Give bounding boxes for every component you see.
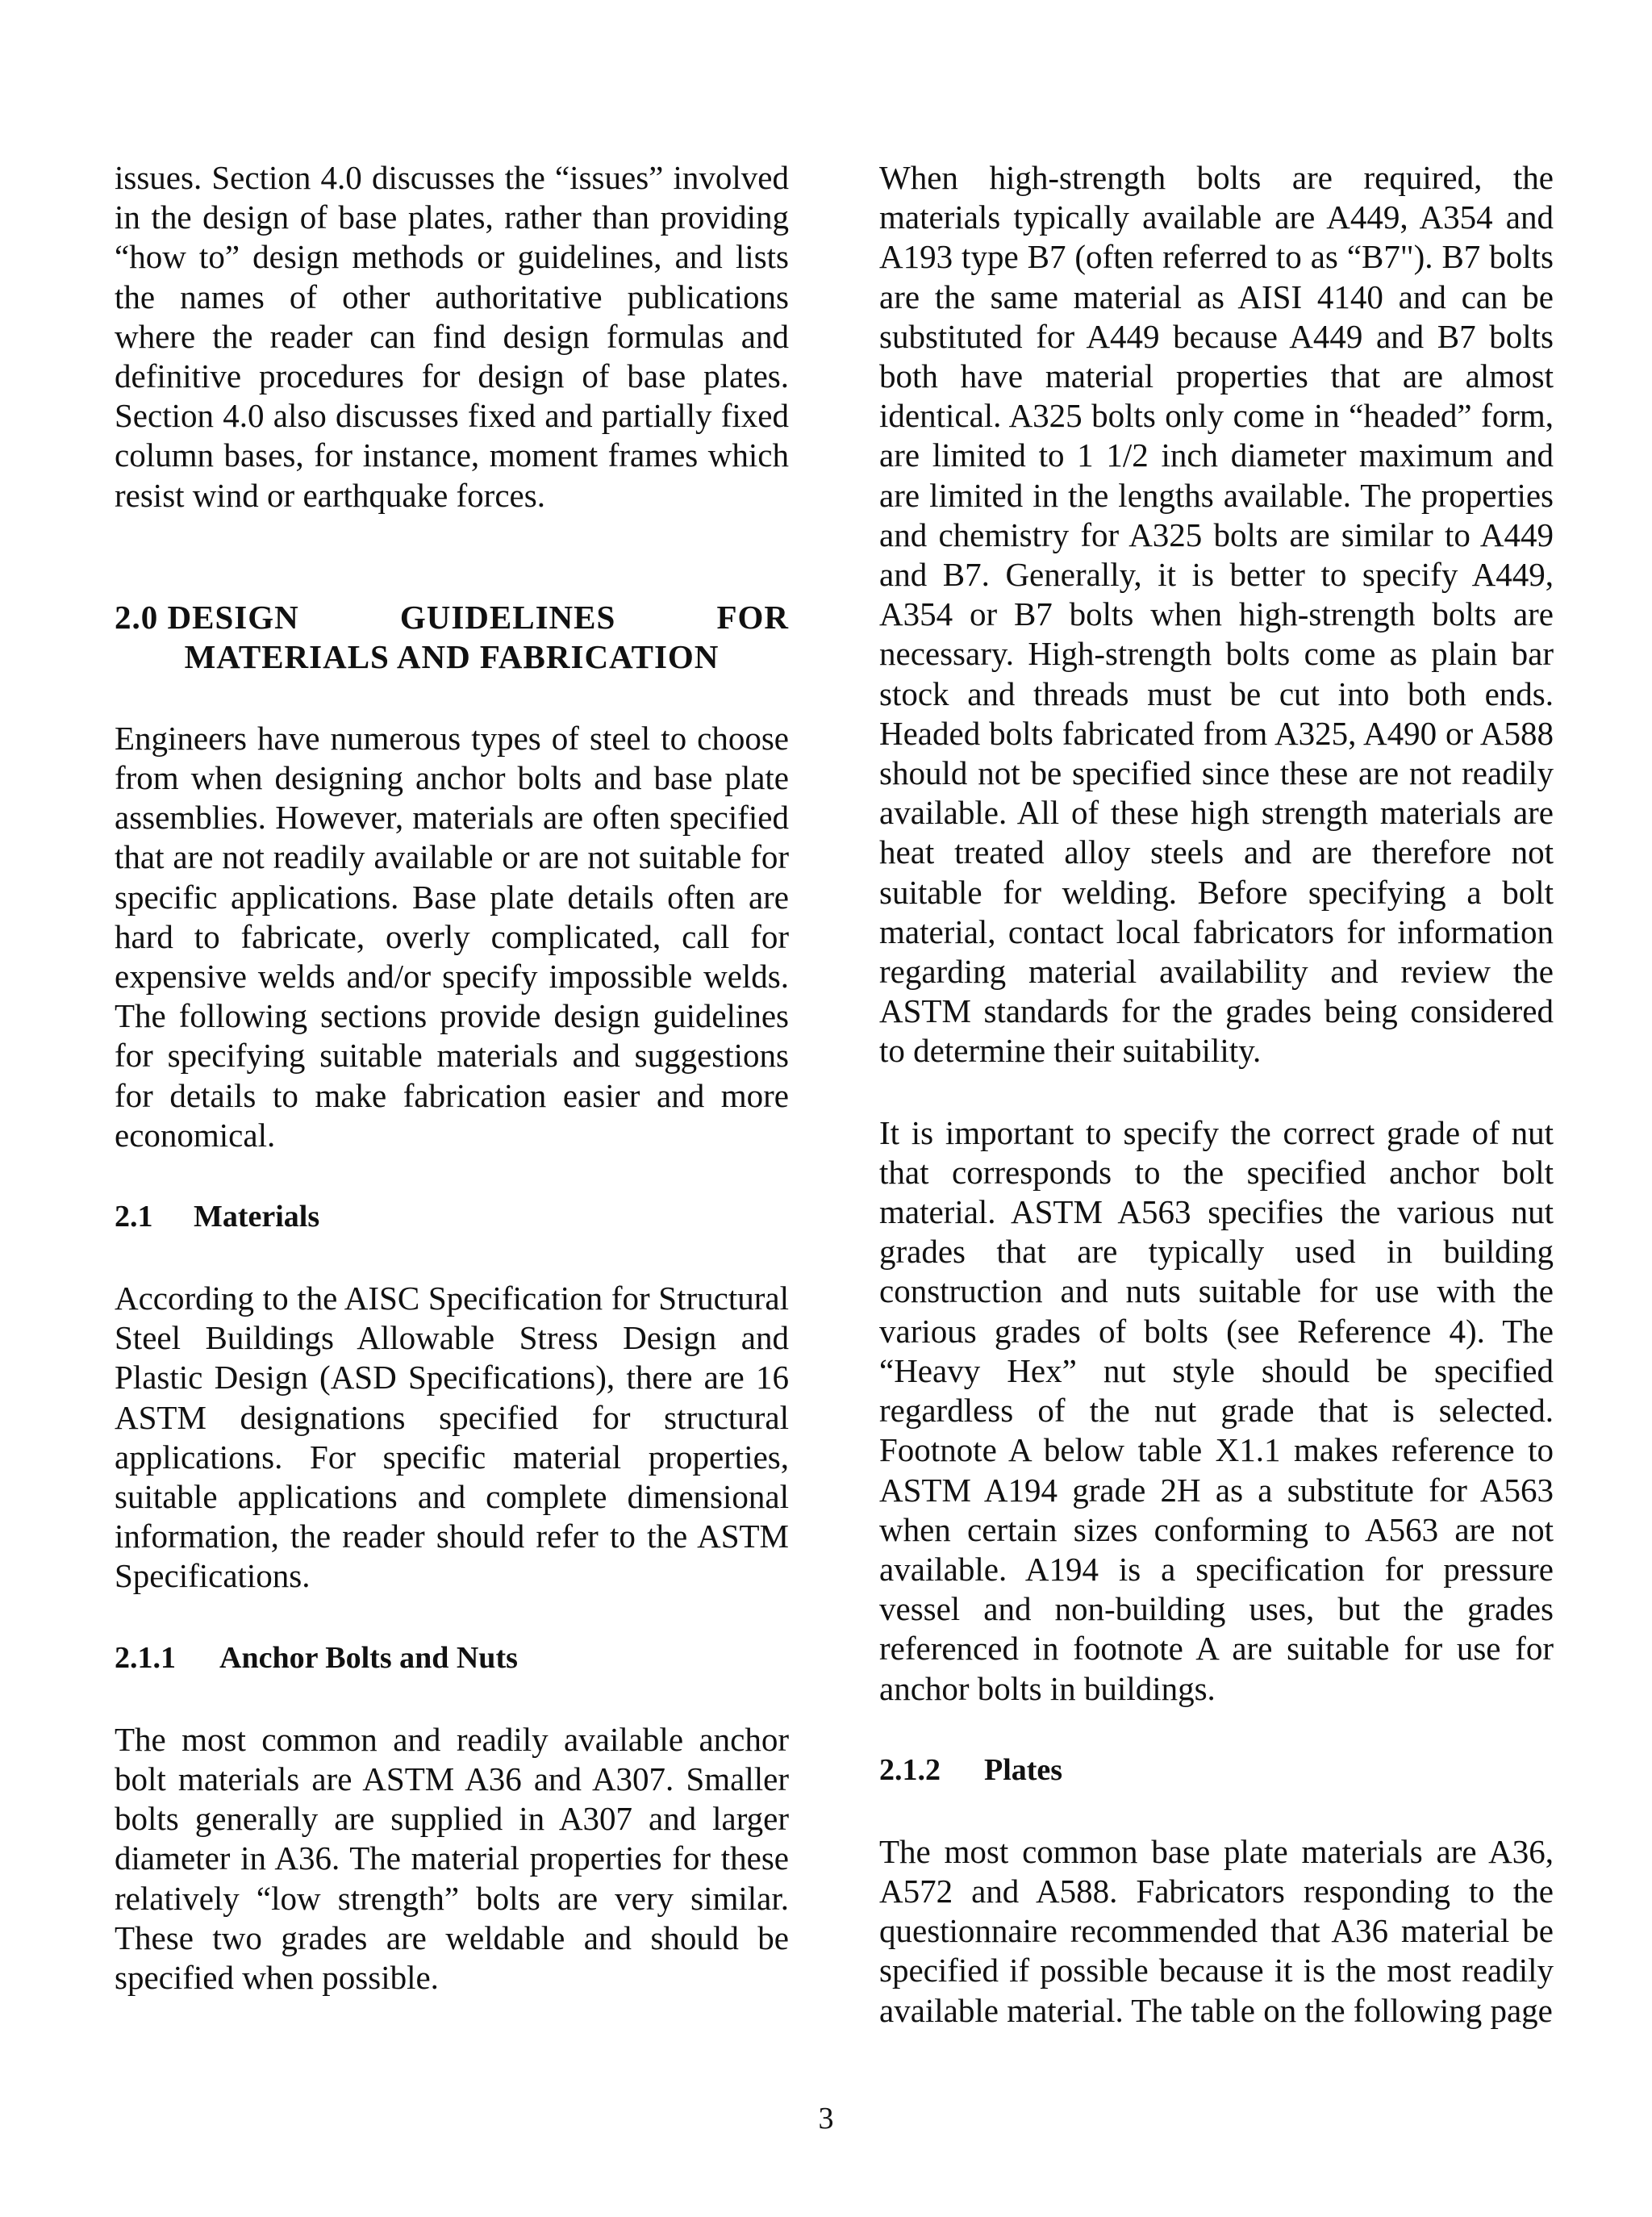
section-number: 2.1.2 xyxy=(879,1752,941,1787)
section-2-0-number-and-word-1 xyxy=(115,598,299,637)
intro-paragraph: issues. Section 4.0 discusses the “issues” involved in the design of base plates, rather than providing “how to” design methods or guidelines, and lists the names of other authoritative publications where the reader can find design formulas and definitive procedures for design of base plates. Section 4.0 also discusses fixed and partially fixed column bases, for instance, moment frames which resist wind or earthquake forces. xyxy=(115,159,789,514)
heading-word: DESIGN xyxy=(167,598,299,636)
section-title: Plates xyxy=(984,1752,1063,1787)
section-title: Materials xyxy=(194,1200,320,1234)
section-number: 2.1.1 xyxy=(115,1640,176,1675)
section-2-1-2-paragraph: The most common base plate materials are A36, A572 and A588. Fabricators responding to the questionnaire recommended that A36 material be specified if possible because it is the most readily available material. The table on the following page xyxy=(879,1832,1554,2029)
section-number: 2.1 xyxy=(115,1200,153,1234)
page-number: 3 xyxy=(818,2102,834,2136)
section-title: Anchor Bolts and Nuts xyxy=(219,1640,518,1675)
section-2-1-paragraph: According to the AISC Specification for Structural Steel Buildings Allowable Stress Design and Plastic Design (ASD Specifications), there are 16 ASTM designations specified for structural applications. For specific material properties, suitable applications and complete dimensional information, the reader should refer to the ASTM Specifications. xyxy=(115,1280,789,1595)
section-2-1-1-heading xyxy=(115,1639,789,1678)
left-column xyxy=(115,158,789,1998)
right-column xyxy=(879,158,1554,2031)
section-2-1-1-paragraph: The most common and readily available anchor bolt materials are ASTM A36 and A307. Smaller bolts generally are supplied in A307 and larger diameter in A36. The material properties for these relatively “low strength” bolts are very similar. These two grades are weldable and should be specified when possible. xyxy=(115,1720,789,1996)
section-2-0-heading-line-2: MATERIALS AND FABRICATION xyxy=(184,637,720,675)
section-number: 2.0 xyxy=(115,598,159,636)
high-strength-bolts-paragraph: When high-strength bolts are required, the materials typically available are A449, A354 and A193 type B7 (often referred to as “B7"). B7 bolts are the same material as AISI 4140 and can be substituted for A449 because A449 and B7 bolts both have material properties that are almost identical. A325 bolts only come in “headed” form, are limited to 1 1/2 inch diameter maximum and are limited in the lengths available. The properties and chemistry for A325 bolts are similar to A449 and B7. Generally, it is better to specify A449, A354 or B7 bolts when high-strength bolts are necessary. High-strength bolts come as plain bar stock and threads must be cut into both ends. Headed bolts fabricated from A325, A490 or A588 should not be specified since these are not readily available. All of these high strength materials are heat treated alloy steels and are therefore not suitable for welding. Before specifying a bolt material, contact local fabricators for information regarding material availability and review the ASTM standards for the grades being considered to determine their suitability. xyxy=(879,159,1554,1070)
section-2-1-heading xyxy=(115,1197,789,1237)
nut-grade-paragraph: It is important to specify the correct grade of nut that corresponds to the specified anchor bolt material. ASTM A563 specifies the various nut grades that are typically used in building construction and nuts suitable for use with the various grades of bolts (see Reference 4). The “Heavy Hex” nut style should be specified regardless of the nut grade that is selected. Footnote A below table X1.1 makes reference to ASTM A194 grade 2H as a substitute for A563 when certain sizes conforming to A563 are not available. A194 is a specification for pressure vessel and non-building uses, but the grades referenced in footnote A are suitable for use for anchor bolts in buildings. xyxy=(879,1113,1554,1707)
heading-word: FOR xyxy=(716,598,789,636)
section-2-0-heading-line-1 xyxy=(115,598,789,637)
section-2-1-2-heading xyxy=(879,1751,1554,1790)
heading-word: GUIDELINES xyxy=(399,598,616,636)
section-2-0-paragraph: Engineers have numerous types of steel to choose from when designing anchor bolts and base plate assemblies. However, materials are often specified that are not readily available or are not suitable for specific applications. Base plate details often are hard to fabricate, overly complicated, call for expensive welds and/or specify impossible welds. The following sections provide design guidelines for specifying suitable materials and suggestions for details to make fabrication easier and more economical. xyxy=(115,719,789,1154)
section-2-0-heading xyxy=(115,598,789,677)
